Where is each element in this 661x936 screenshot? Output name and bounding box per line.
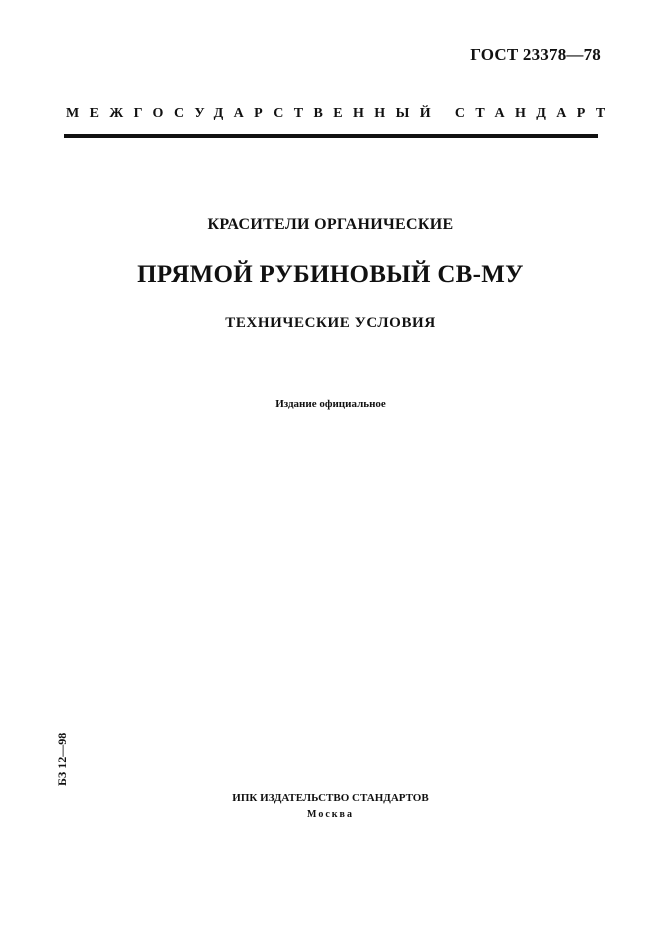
- standard-type-heading: МЕЖГОСУДАРСТВЕННЫЙ СТАНДАРТ: [66, 106, 616, 121]
- publisher-city: Москва: [307, 809, 354, 820]
- publisher-name: ИПК ИЗДАТЕЛЬСТВО СТАНДАРТОВ: [232, 792, 429, 804]
- edition-note: Издание официальное: [275, 398, 386, 410]
- document-code: ГОСТ 23378—78: [470, 45, 601, 64]
- main-title: ПРЯМОЙ РУБИНОВЫЙ СВ-МУ: [137, 261, 524, 288]
- category-title: КРАСИТЕЛИ ОРГАНИЧЕСКИЕ: [207, 216, 454, 233]
- header-divider: [64, 134, 598, 138]
- side-stamp: БЗ 12—98: [55, 732, 69, 786]
- subtitle: ТЕХНИЧЕСКИЕ УСЛОВИЯ: [225, 315, 436, 331]
